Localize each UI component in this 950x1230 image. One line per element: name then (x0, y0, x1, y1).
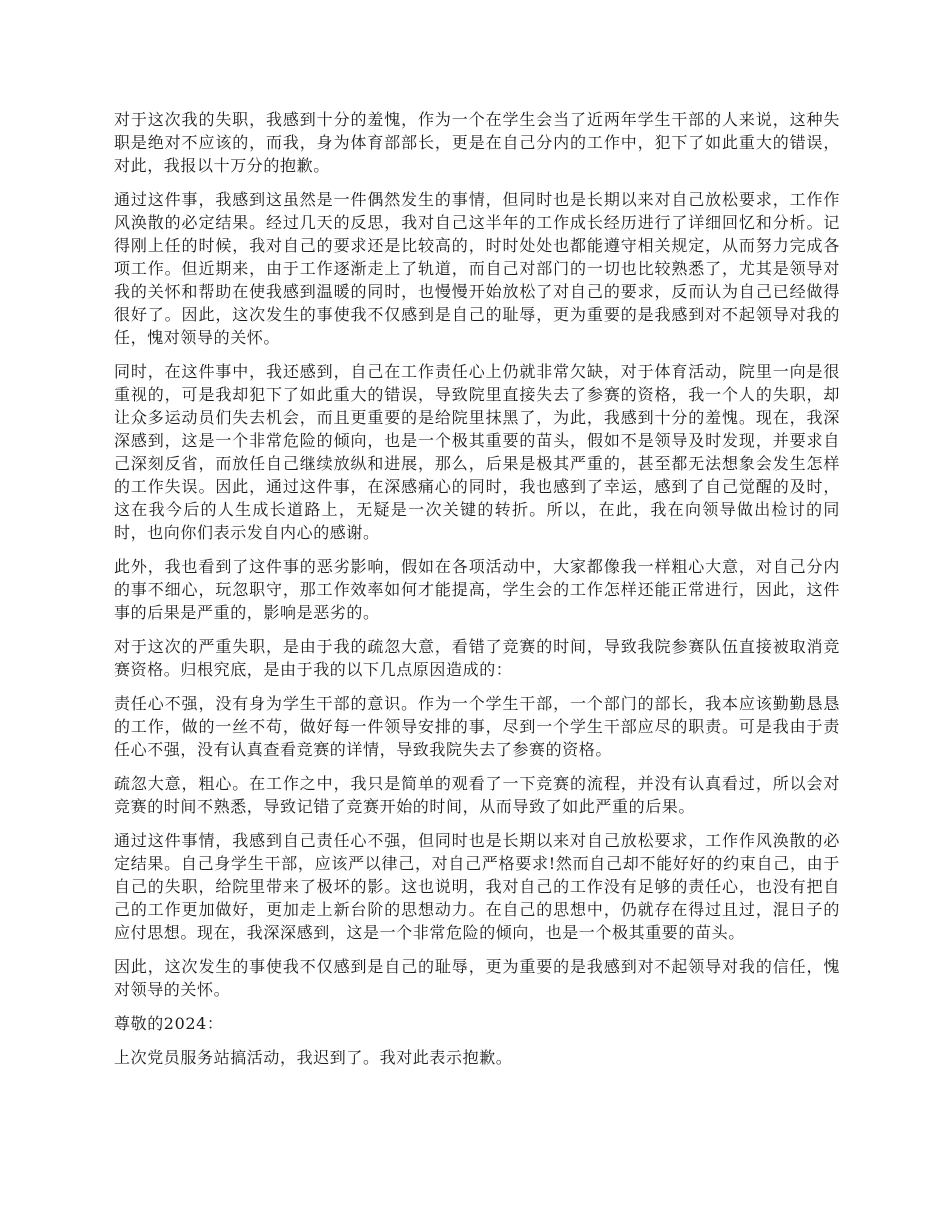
paragraph-5: 对于这次的严重失职，是由于我的疏忽大意，看错了竞赛的时间，导致我院参赛队伍直接被取消竞赛资格。归根究底，是由于我的以下几点原因造成的： (114, 637, 840, 679)
paragraph-9: 因此，这次发生的事使我不仅感到是自己的耻辱，更为重要的是我感到对不起领导对我的信任，愧对领导的关怀。 (114, 957, 840, 999)
paragraph-6: 责任心不强，没有身为学生干部的意识。作为一个学生干部，一个部门的部长，我本应该勤勤恳恳的工作，做的一丝不苟，做好每一件领导安排的事，尽到一个学生干部应尽的职责。可是我由于责任心不强，没有认真查看竞赛的详情，导致我院失去了参赛的资格。 (114, 694, 840, 759)
salutation: 尊敬的2024： (114, 1014, 224, 1033)
paragraph-11: 上次党员服务站搞活动，我迟到了。我对此表示抱歉。 (114, 1048, 513, 1067)
paragraph-4: 此外，我也看到了这件事的恶劣影响，假如在各项活动中，大家都像我一样粗心大意，对自己分内的事不细心，玩忽职守，那工作效率如何才能提高，学生会的工作怎样还能正常进行，因此，这件事的后果是严重的，影响是恶劣的。 (114, 557, 840, 622)
paragraph-3: 同时，在这件事中，我还感到，自己在工作责任心上仍就非常欠缺，对于体育活动，院里一向是很重视的，可是我却犯下了如此重大的错误，导致院里直接失去了参赛的资格，我一个人的失职，却让众多运动员们失去机会，而且更重要的是给院里抹黑了，为此，我感到十分的羞愧。现在，我深深感到，这是一个非常危险的倾向，也是一个极其重要的苗头，假如不是领导及时发现，并要求自己深刻反省，而放任自己继续放纵和进展，那么，后果是极其严重的，甚至都无法想象会发生怎样的工作失误。因此，通过这件事，在深感痛心的同时，我也感到了幸运，感到了自己觉醒的及时，这在我今后的人生成长道路上，无疑是一次关键的转折。所以，在此，我在向领导做出检讨的同时，也向你们表示发自内心的感谢。 (114, 362, 840, 542)
paragraph-7: 疏忽大意，粗心。在工作之中，我只是简单的观看了一下竞赛的流程，并没有认真看过，所以会对竞赛的时间不熟悉，导致记错了竞赛开始的时间，从而导致了如此严重的后果。 (114, 774, 840, 816)
paragraph-8: 通过这件事情，我感到自己责任心不强，但同时也是长期以来对自己放松要求，工作作风涣散的必定结果。自己身学生干部，应该严以律己，对自己严格要求!然而自己却不能好好的约束自己，由于自己的失职，给院里带来了极坏的影。这也说明，我对自己的工作没有足够的责任心，也没有把自己的工作更加做好，更加走上新台阶的思想动力。在自己的思想中，仍就存在得过且过，混日子的应付思想。现在，我深深感到，这是一个非常危险的倾向，也是一个极其重要的苗头。 (114, 831, 840, 942)
paragraph-2: 通过这件事，我感到这虽然是一件偶然发生的事情，但同时也是长期以来对自己放松要求，工作作风涣散的必定结果。经过几天的反思，我对自己这半年的工作成长经历进行了详细回忆和分析。记得刚上任的时候，我对自己的要求还是比较高的，时时处处也都能遵守相关规定，从而努力完成各项工作。但近期来，由于工作逐渐走上了轨道，而自己对部门的一切也比较熟悉了，尤其是领导对我的关怀和帮助在使我感到温暖的同时，也慢慢开始放松了对自己的要求，反而认为自己已经做得很好了。因此，这次发生的事使我不仅感到是自己的耻辱，更为重要的是我感到对不起领导对我的任，愧对领导的关怀。 (114, 190, 840, 347)
document-body (114, 108, 840, 1080)
paragraph-1: 对于这次我的失职，我感到十分的羞愧，作为一个在学生会当了近两年学生干部的人来说，这种失职是绝对不应该的，而我，身为体育部部长，更是在自己分内的工作中，犯下了如此重大的错误，对此，我报以十万分的抱歉。 (114, 110, 840, 175)
